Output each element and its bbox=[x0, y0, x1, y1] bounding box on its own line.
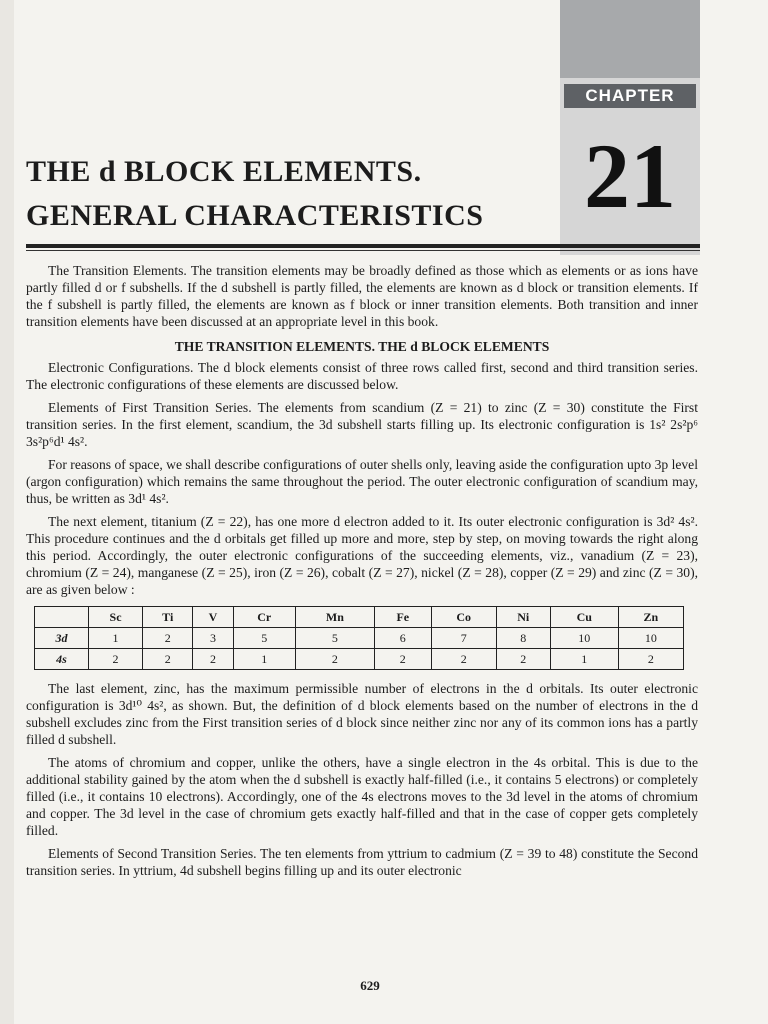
table-cell: 2 bbox=[374, 649, 431, 670]
table-header-cell: Ti bbox=[143, 607, 193, 628]
table-cell: 5 bbox=[233, 628, 295, 649]
table-row-label: 3d bbox=[35, 628, 89, 649]
table-cell: 1 bbox=[233, 649, 295, 670]
table-cell: 8 bbox=[496, 628, 550, 649]
paragraph-second-transition-series: Elements of Second Transition Series. The ten elements from yttrium to cadmium (Z = 39 to 48) constitute the Second transition series. In yttrium, 4d subshell begins filling up and its outer electronic bbox=[26, 846, 698, 878]
table-header-cell: Mn bbox=[295, 607, 374, 628]
paragraph-first-transition-series: Elements of First Transition Series. The elements from scandium (Z = 21) to zinc (Z = 30) constitute the First transition series. In the first element, scandium, the 3d subshell starts filling up. Its electronic configuration is 1s² 2s²p⁶ 3s²p⁶d¹ 4s². bbox=[26, 400, 698, 449]
table-cell: 2 bbox=[143, 649, 193, 670]
table-cell: 2 bbox=[143, 628, 193, 649]
title-rule bbox=[26, 244, 700, 248]
table-header-cell: Cr bbox=[233, 607, 295, 628]
chapter-tab-band bbox=[560, 0, 700, 78]
table-cell: 2 bbox=[431, 649, 496, 670]
paragraph-electronic-configurations: Electronic Configurations. The d block elements consist of three rows called first, second and third transition series. The electronic configurations of these elements are discussed below. bbox=[26, 360, 698, 392]
paragraph-titanium: The next element, titanium (Z = 22), has one more d electron added to it. Its outer electronic configuration is 3d² 4s². This procedure continues and the d orbitals get filled up more and more, step by step, on moving towards the right along this period. Accordingly, the outer electronic configurations of the succeeding elements, viz., vanadium (Z = 23), chromium (Z = 24), manganese (Z = 25), iron (Z = 26), cobalt (Z = 27), nickel (Z = 28), copper (Z = 29) and zinc (Z = 30), are as given below : bbox=[26, 514, 698, 597]
chapter-title bbox=[26, 150, 556, 238]
table-cell: 6 bbox=[374, 628, 431, 649]
table-row bbox=[35, 649, 684, 670]
paragraph-chromium-copper: The atoms of chromium and copper, unlike the others, have a single electron in the 4s orbital. This is due to the additional stability gained by the atom when the d subshell is exactly half-filled (i.e., it contains 5 electrons) or completely filled (i.e., it contains 10 electrons). Accordingly, one of the 4s electrons moves to the 3d level in the atoms of chromium and copper. The 3d level in the case of chromium gets exactly half-filled and that in the case of copper gets completely filled. bbox=[26, 755, 698, 838]
table-cell: 2 bbox=[295, 649, 374, 670]
table-header-cell: Co bbox=[431, 607, 496, 628]
table-cell: 1 bbox=[89, 628, 143, 649]
title-rule-thin bbox=[26, 250, 700, 251]
table-cell: 2 bbox=[618, 649, 683, 670]
chapter-label: CHAPTER bbox=[564, 84, 696, 108]
table-cell: 10 bbox=[550, 628, 618, 649]
table-cell: 2 bbox=[193, 649, 233, 670]
table-cell: 3 bbox=[193, 628, 233, 649]
table-header-row bbox=[35, 607, 684, 628]
table-row bbox=[35, 628, 684, 649]
table-cell: 1 bbox=[550, 649, 618, 670]
table-header-cell bbox=[35, 607, 89, 628]
section-heading: THE TRANSITION ELEMENTS. THE d BLOCK ELEMENTS bbox=[174, 339, 550, 354]
table-cell: 5 bbox=[295, 628, 374, 649]
chapter-title-line2: GENERAL CHARACTERISTICS bbox=[26, 199, 484, 232]
table-cell: 10 bbox=[618, 628, 683, 649]
paragraph-outer-shells: For reasons of space, we shall describe configurations of outer shells only, leaving aside the configuration upto 3p level (argon configuration) which remains the same throughout the period. The outer electronic configuration of scandium may, thus, be written as 3d¹ 4s². bbox=[26, 457, 698, 506]
table-row-label: 4s bbox=[35, 649, 89, 670]
table-cell: 2 bbox=[89, 649, 143, 670]
table-header-cell: Sc bbox=[89, 607, 143, 628]
table-cell: 2 bbox=[496, 649, 550, 670]
table-cell: 7 bbox=[431, 628, 496, 649]
table-header-cell: Ni bbox=[496, 607, 550, 628]
page-number: 629 bbox=[360, 978, 380, 993]
paragraph-zinc: The last element, zinc, has the maximum permissible number of electrons in the d orbitals. Its outer electronic configuration is 3d¹⁰ 4s², as shown. But, the definition of d block elements based on the number of electrons in the d subshell excludes zinc from the First transition series of d block since neither zinc nor any of its common ions has a partly filled d subshell. bbox=[26, 681, 698, 747]
configuration-table bbox=[34, 606, 684, 670]
page-body bbox=[26, 262, 698, 885]
table-header-cell: Cu bbox=[550, 607, 618, 628]
intro-paragraph: The Transition Elements. The transition elements may be broadly defined as those which as elements or as ions have partly filled d or f subshells. If the d subshell is partly filled, the elements are known as d block or transition elements. If the f subshell is partly filled, the elements are known as f block or inner transition elements. Both transition and inner transition elements have been discussed at an appropriate level in this book. bbox=[26, 263, 698, 329]
chapter-title-line1: THE d BLOCK ELEMENTS. bbox=[26, 155, 422, 188]
table-header-cell: Zn bbox=[618, 607, 683, 628]
table-header-cell: Fe bbox=[374, 607, 431, 628]
chapter-number: 21 bbox=[584, 125, 676, 227]
chapter-tab bbox=[560, 0, 700, 255]
table-header-cell: V bbox=[193, 607, 233, 628]
